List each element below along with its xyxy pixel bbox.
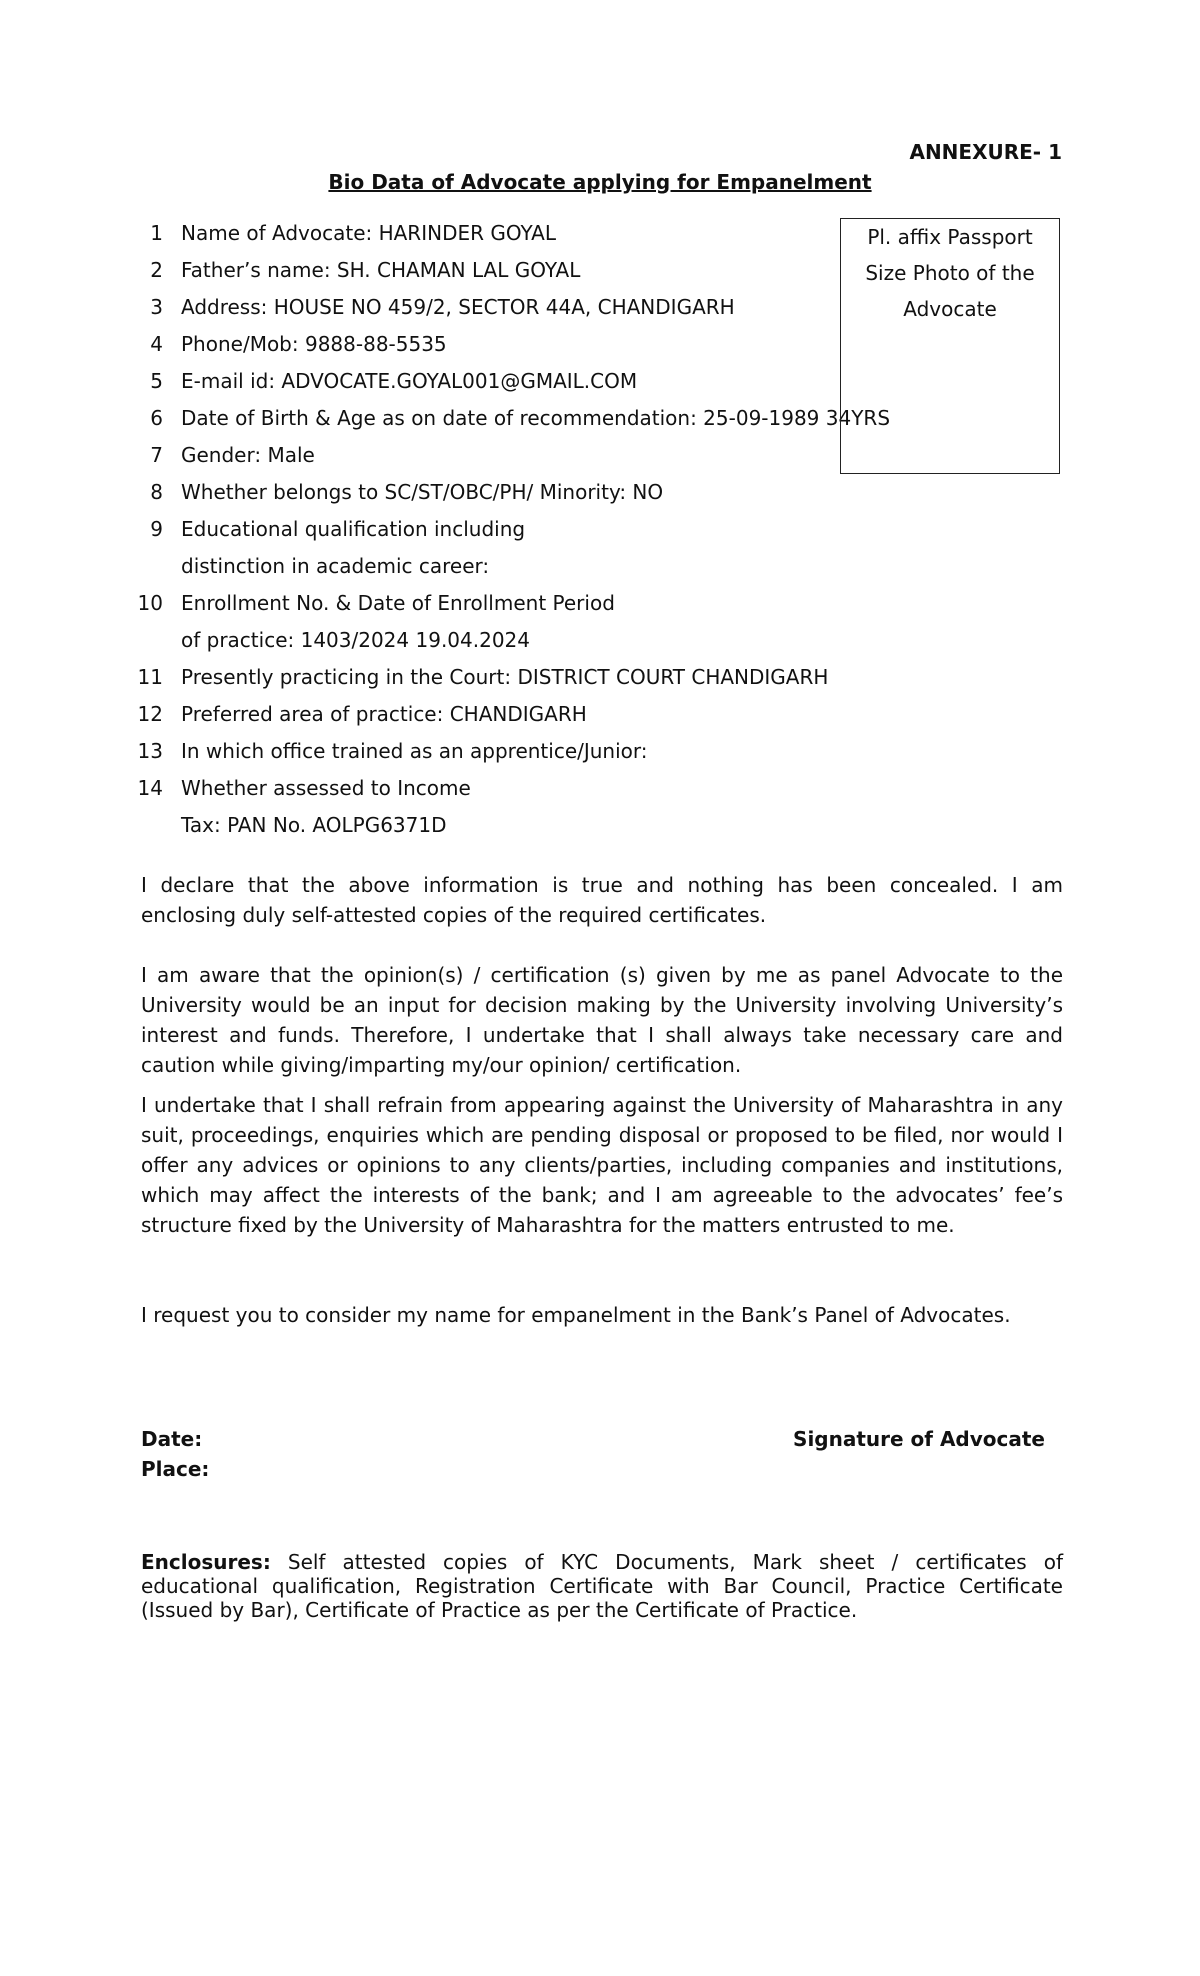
item-number: 6 [150,406,163,430]
list-item [130,659,1050,696]
item-text: Preferred area of practice: CHANDIGARH [181,702,587,726]
item-number: 14 [137,776,163,800]
list-item [130,585,1050,659]
item-text-continued: distinction in academic career: [181,554,490,578]
declaration-paragraph: I declare that the above information is true and nothing has been concealed. I am enclosing duly self-attested copies of the required certificates. [141,873,1063,927]
item-number: 7 [150,443,163,467]
awareness-paragraph: I am aware that the opinion(s) / certification (s) given by me as panel Advocate to the University would be an input for decision making by the University involving University’s interest and funds. Therefore, I undertake that I shall always take necessary care and caution while giving/imparting my/our opinion/ certification. [141,963,1063,1077]
item-text: Whether assessed to Income [181,776,471,800]
list-item [130,733,1050,770]
place-label: Place: [141,1457,210,1481]
item-text: Father’s name: SH. CHAMAN LAL GOYAL [181,258,581,282]
item-number: 3 [150,295,163,319]
list-item [130,696,1050,733]
item-number: 13 [137,739,163,763]
annexure-label: ANNEXURE- 1 [909,140,1062,164]
list-item [130,474,1050,511]
item-number: 11 [137,665,163,689]
page-title: Bio Data of Advocate applying for Empanelment [328,170,872,194]
item-text-continued: of practice: 1403/2024 19.04.2024 [181,628,531,652]
item-number: 4 [150,332,163,356]
item-number: 2 [150,258,163,282]
signature-label: Signature of Advocate [793,1427,1045,1451]
enclosures-text: Self attested copies of KYC Documents, Mark sheet / certificates of educational qualification, Registration Certificate with Bar Council, Practice Certificate (Issued by Bar), Certificate of Practice as per the Certificate of Practice. [141,1550,1063,1622]
item-text: Address: HOUSE NO 459/2, SECTOR 44A, CHANDIGARH [181,295,735,319]
photo-box-text: Advocate [903,297,997,321]
item-number: 9 [150,517,163,541]
enclosures-label: Enclosures: [141,1550,271,1574]
item-text: E-mail id: ADVOCATE.GOYAL001@GMAIL.COM [181,369,638,393]
item-number: 1 [150,221,163,245]
list-item [130,770,1050,844]
photo-box-text: Pl. affix Passport [867,225,1033,249]
item-text-continued: Tax: PAN No. AOLPG6371D [181,813,447,837]
item-number: 12 [137,702,163,726]
photo-box-text: Size Photo of the [865,261,1035,285]
item-text: Phone/Mob: 9888-88-5535 [181,332,447,356]
enclosures-paragraph [141,1550,1063,1622]
item-text: In which office trained as an apprentice/Junior: [181,739,648,763]
passport-photo-box [840,218,1060,474]
item-text: Presently practicing in the Court: DISTRICT COURT CHANDIGARH [181,665,829,689]
item-text: Name of Advocate: HARINDER GOYAL [181,221,556,245]
item-text: Gender: Male [181,443,315,467]
item-number: 8 [150,480,163,504]
item-number: 5 [150,369,163,393]
item-text: Enrollment No. & Date of Enrollment Period [181,591,615,615]
item-text: Date of Birth & Age as on date of recommendation: 25-09-1989 34YRS [181,406,891,430]
date-label: Date: [141,1427,203,1451]
list-item [130,511,1050,585]
item-text: Educational qualification including [181,517,526,541]
item-text: Whether belongs to SC/ST/OBC/PH/ Minority: NO [181,480,664,504]
item-number: 10 [137,591,163,615]
request-paragraph: I request you to consider my name for empanelment in the Bank’s Panel of Advocates. [141,1303,1011,1327]
undertaking-paragraph: I undertake that I shall refrain from appearing against the University of Maharashtra in any suit, proceedings, enquiries which are pending disposal or proposed to be filed, nor would I offer any advices or opinions to any clients/parties, including companies and institutions, which may affect the interests of the bank; and I am agreeable to the advocates’ fee’s structure fixed by the University of Maharashtra for the matters entrusted to me. [141,1093,1063,1237]
